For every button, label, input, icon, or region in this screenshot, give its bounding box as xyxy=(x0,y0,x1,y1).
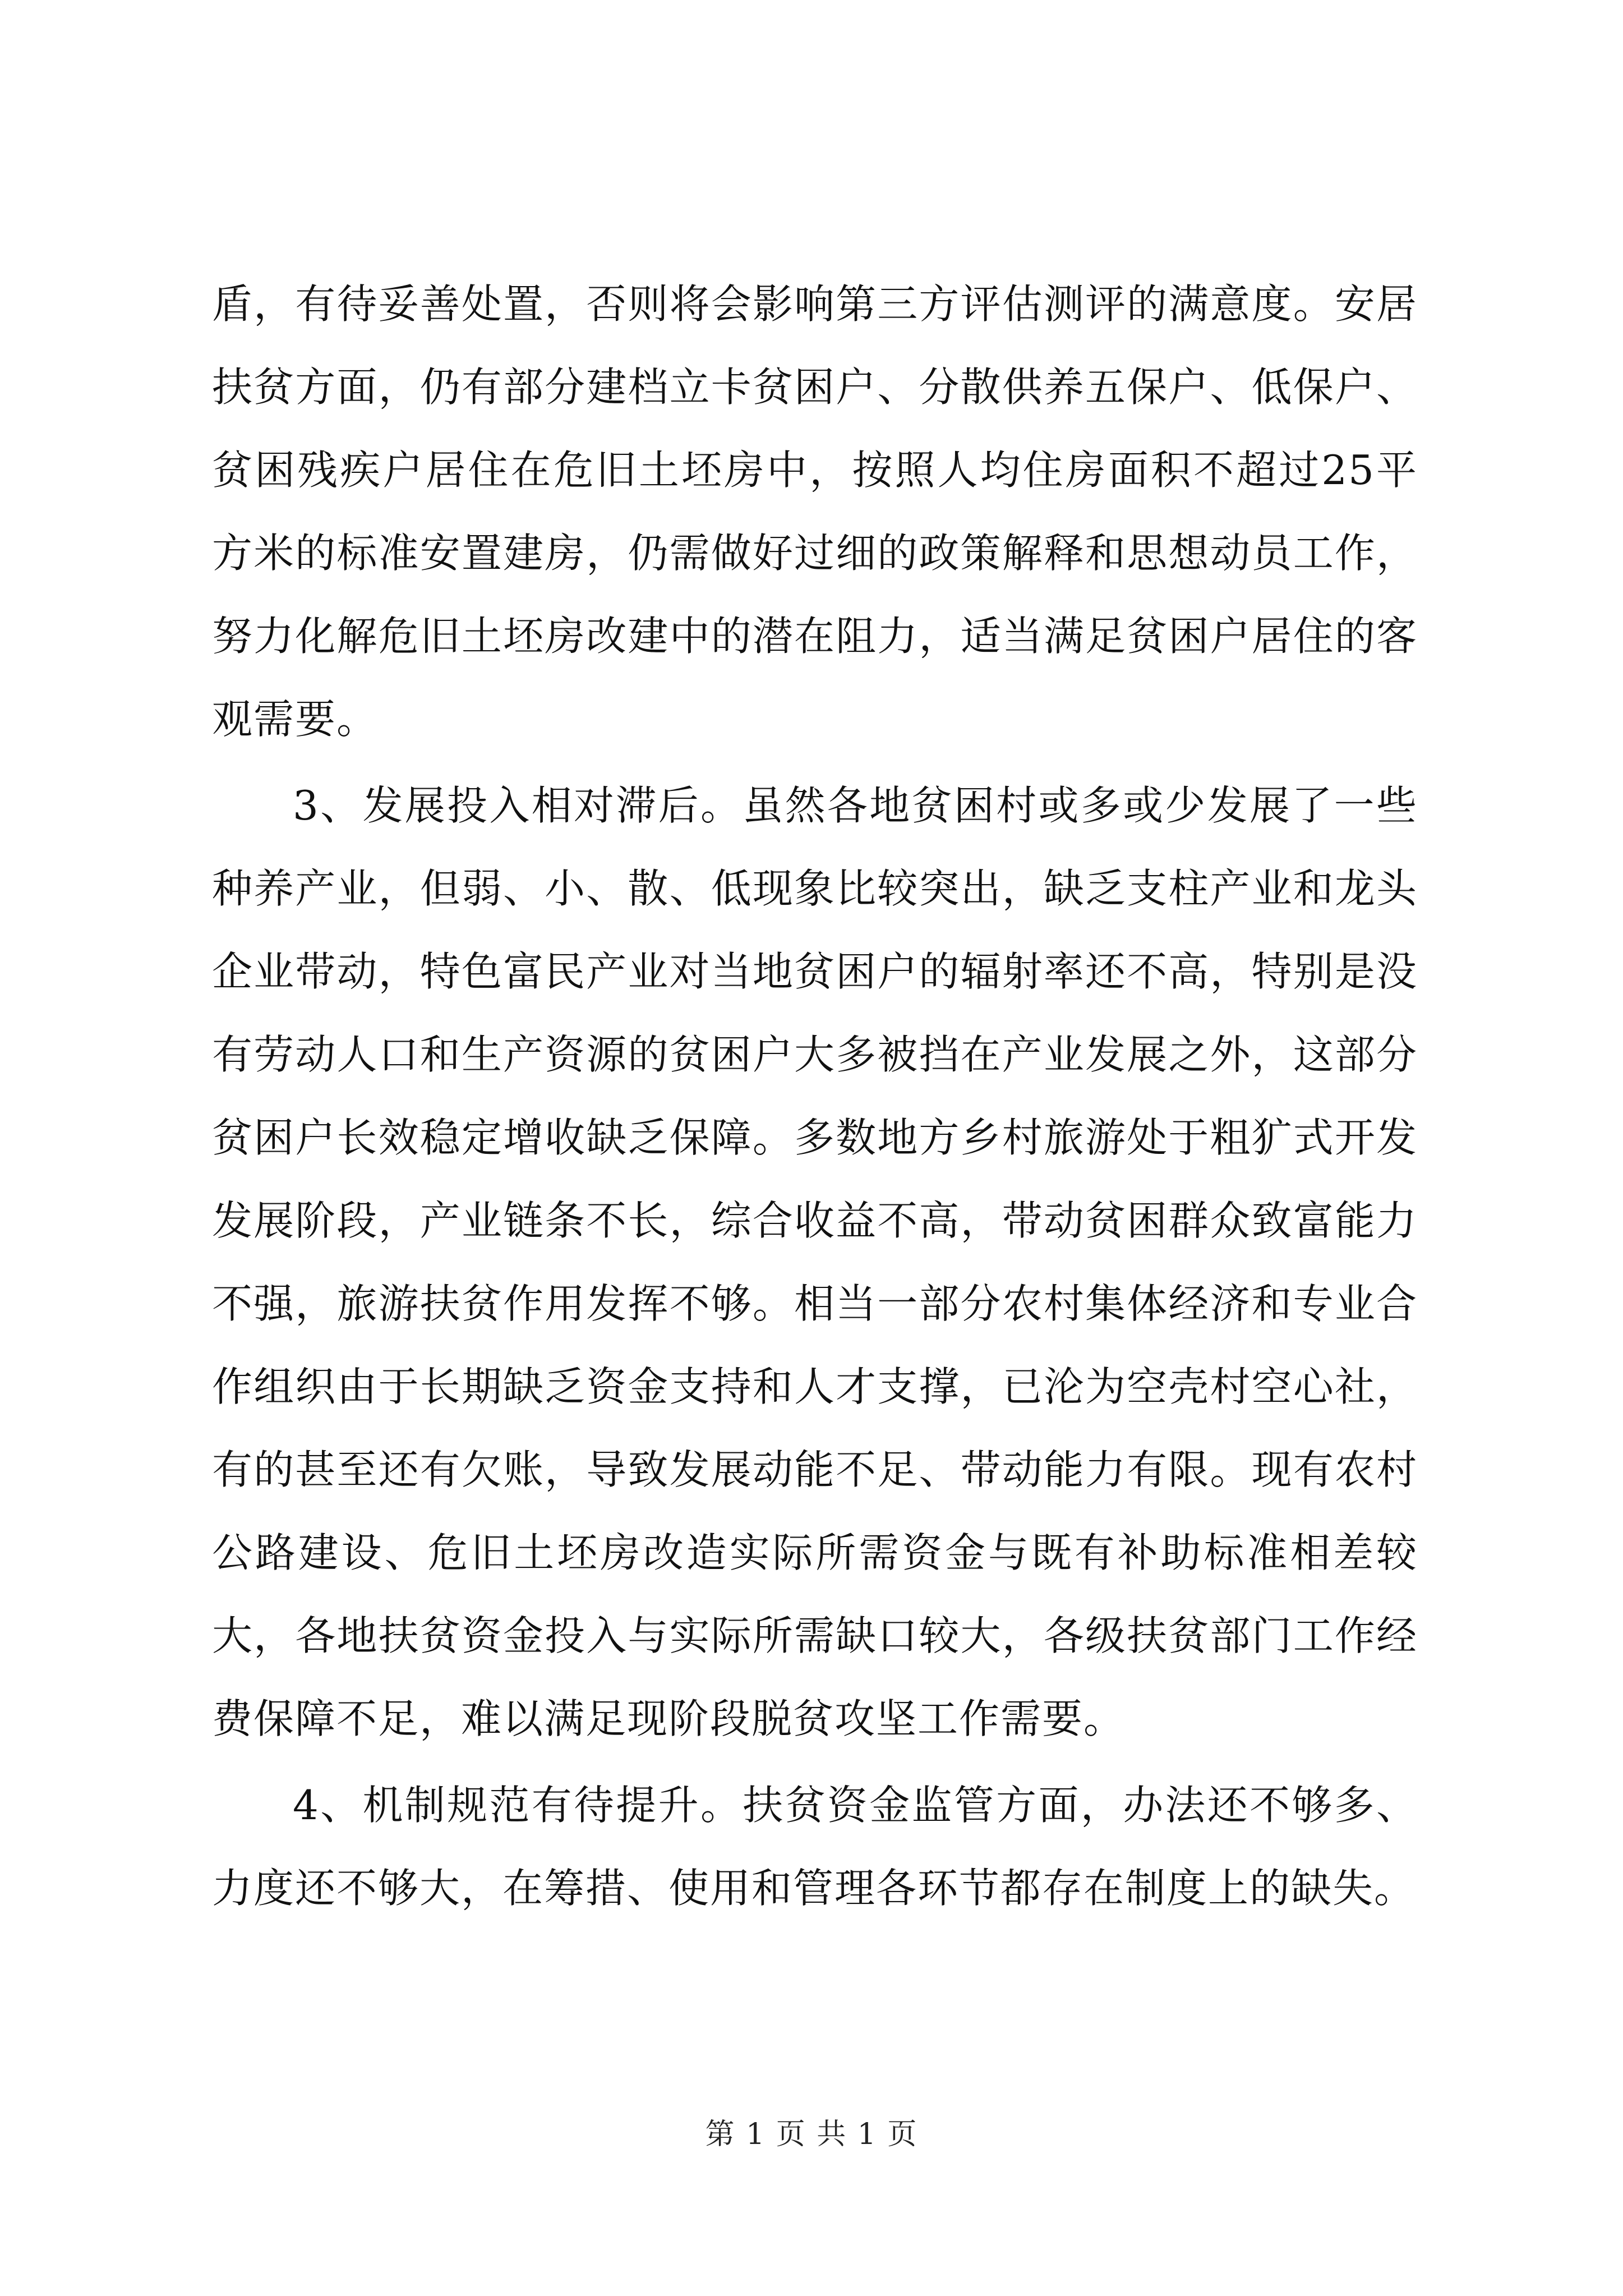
paragraph-development-investment: 3、发展投入相对滞后。虽然各地贫困村或多或少发展了一些种养产业，但弱、小、散、低现象比较突出，缺乏支柱产业和龙头企业带动，特色富民产业对当地贫困户的辐射率还不高，特别是没有劳动人口和生产资源的贫困户大多被挡在产业发展之外，这部分贫困户长效稳定增收缺乏保障。多数地方乡村旅游处于粗犷式开发发展阶段，产业链条不长，综合收益不高，带动贫困群众致富能力不强，旅游扶贫作用发挥不够。相当一部分农村集体经济和专业合作组织由于长期缺乏资金支持和人才支撑，已沦为空壳村空心社，有的甚至还有欠账，导致发展动能不足、带动能力有限。现有农村公路建设、危旧土坯房改造实际所需资金与既有补助标准相差较大，各地扶贫资金投入与实际所需缺口较大，各级扶贫部门工作经费保障不足，难以满足现阶段脱贫攻坚工作需要。 xyxy=(212,782,1418,1742)
paragraph-continuation: 盾，有待妥善处置，否则将会影响第三方评估测评的满意度。安居扶贫方面，仍有部分建档立卡贫困户、分散供养五保户、低保户、贫困残疾户居住在危旧土坯房中，按照人均住房面积不超过25平方米的标准安置建房，仍需做好过细的政策解释和思想动员工作，努力化解危旧土坯房改建中的潜在阻力，适当满足贫困户居住的客观需要。 xyxy=(212,280,1418,743)
page-footer: 第 1 页 共 1 页 xyxy=(705,2118,918,2151)
paragraph-mechanism-norms: 4、机制规范有待提升。扶贫资金监管方面，办法还不够多、力度还不够大，在筹措、使用和管理各环节都存在制度上的缺失。 xyxy=(212,1782,1418,1912)
document-body xyxy=(212,263,1418,1930)
